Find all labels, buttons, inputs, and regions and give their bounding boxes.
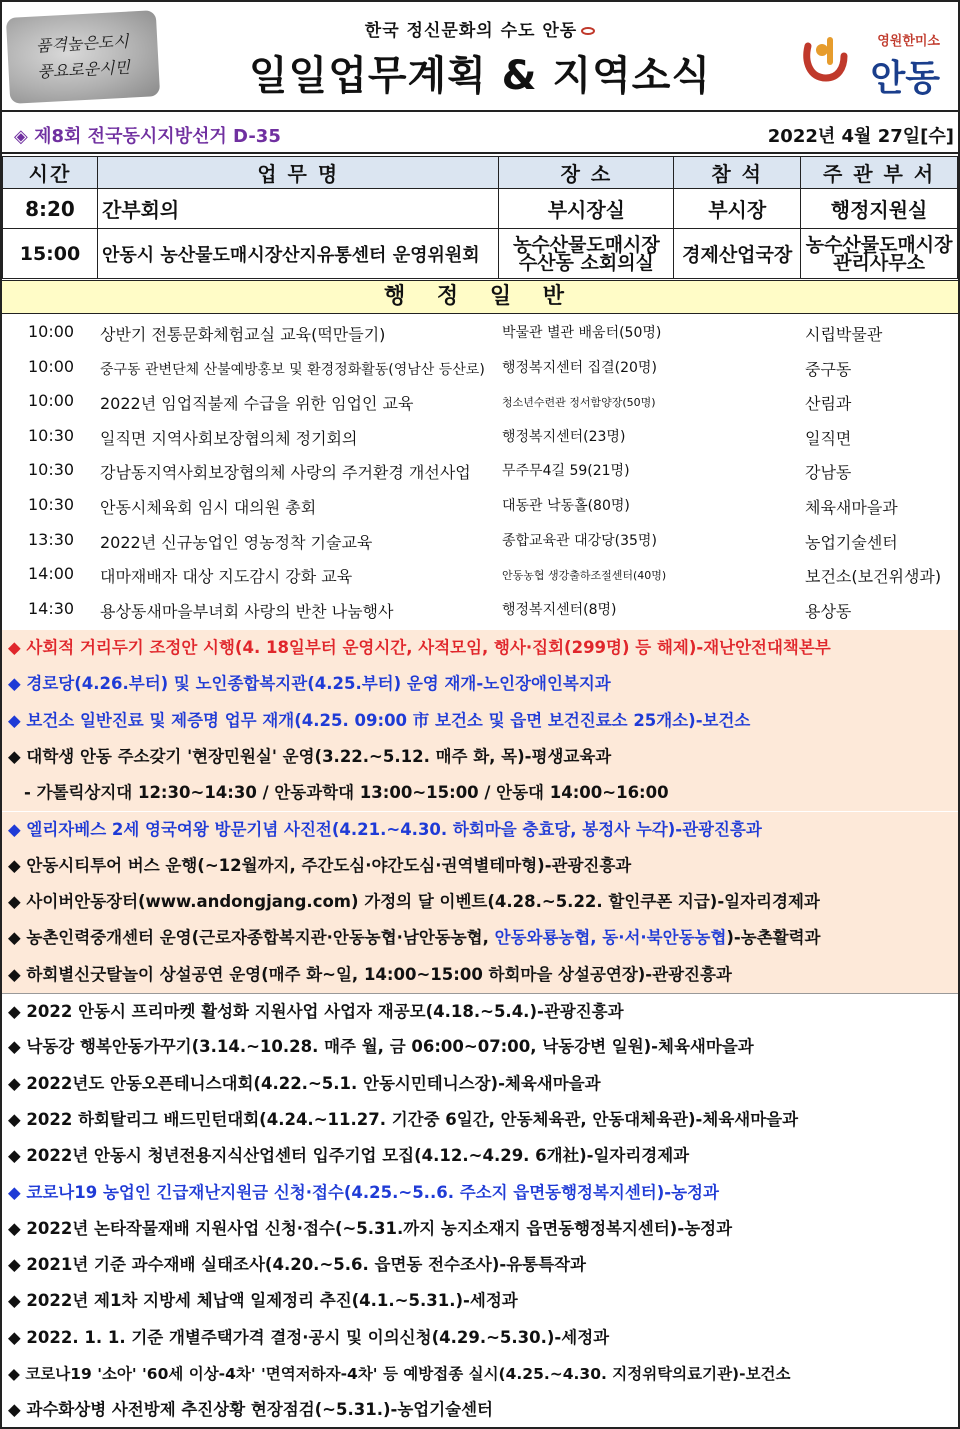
notice-item: - 가톨릭상지대 12:30~14:30 / 안동과학대 13:00~15:00 / 안동대 14:00~16:00 <box>2 775 958 811</box>
table-row <box>3 189 958 229</box>
row-place: 부시장실 <box>499 189 674 229</box>
notice-item: ◆ 안동시티투어 버스 운행(~12월까지, 주간도심·야간도심·권역별테마형)-관광진흥과 <box>2 848 958 884</box>
table-header-row <box>3 157 958 189</box>
list-item: 13:30 2022년 신규농업인 영농정착 기술교육 종합교육관 대강당(35명) 농업기술센터 <box>28 529 898 552</box>
table-row <box>3 229 958 279</box>
row-attend: 부시장 <box>674 189 801 229</box>
admin-section-title: 행 정 일 반 <box>2 280 958 314</box>
logo-slogan: 영원한미소 <box>877 34 940 49</box>
list-item: 10:30 일직면 지역사회보장협의체 정기회의 행정복지센터(23명) 일직면 <box>28 425 852 448</box>
notice-item: ◆ 2022 하회탈리그 배드민턴대회(4.24.~11.27. 기간중 6일간, 안동체육관, 안동대체육관)-체육새마을과 <box>8 1109 799 1129</box>
notice-item: ◆ 엘리자베스 2세 영국여왕 방문기념 사진전(4.21.~4.30. 하회마을 충효당, 봉정사 누각)-관광진흥과 <box>2 812 958 848</box>
row-time: 15:00 <box>3 229 98 279</box>
row-dept: 농수산물도매시장 관리사무소 <box>801 229 958 279</box>
notice-item: ◆ 2022 안동시 프리마켓 활성화 지원사업 사업자 재공모(4.18.~5.4.)-관광진흥과 <box>2 993 958 1029</box>
notice-item: ◆ 2022. 1. 1. 기준 개별주택가격 결정·공시 및 이의신청(4.29.~5.30.)-세정과 <box>8 1327 610 1347</box>
andong-logo <box>800 20 940 100</box>
notice-item: ◆ 경로당(4.26.부터) 및 노인종합복지관(4.25.부터) 운영 재개-노인장애인복지과 <box>2 666 958 702</box>
list-item: 10:30 강남동지역사회보장협의체 사랑의 주거환경 개선사업 무주무4길 59(21명) 강남동 <box>28 460 852 483</box>
col-name: 업 무 명 <box>97 157 499 189</box>
admin-list <box>2 315 958 628</box>
notice-item: ◆ 농촌인력중개센터 운영(근로자종합복지관·안동농협·남안동농협, 안동와룡농협, 동·서·북안동농협)-농촌활력과 <box>2 920 958 956</box>
notice-item: ◆ 코로나19 '소아' '60세 이상-4차' '면역저하자-4차' 등 예방접종 실시(4.25.~4.30. 지정위탁의료기관)-보건소 <box>8 1365 791 1383</box>
document-date: 2022년 4월 27일[수] <box>767 126 954 147</box>
notice-item: ◆ 과수화상병 사전방제 추진상황 현장점검(~5.31.)-농업기술센터 <box>8 1400 493 1420</box>
notice-item: ◆ 2021년 기준 과수재배 실태조사(4.20.~5.6. 읍면동 전수조사)-유통특작과 <box>8 1255 586 1275</box>
notice-item: ◆ 2022년 논타작물재배 지원사업 신청·접수(~5.31.까지 농지소재지 읍면동행정복지센터)-농정과 <box>8 1218 733 1238</box>
page-title: 일일업무계획 & 지역소식 <box>248 53 712 99</box>
header <box>2 2 958 112</box>
list-item: 10:00 상반기 전통문화체험교실 교육(떡만들기) 박물관 별관 배움터(50명) 시립박물관 <box>28 322 883 344</box>
notice-item: ◆ 코로나19 농업인 긴급재난지원금 신청·접수(4.25.~5..6. 주소지 읍면동행정복지센터)-농정과 <box>8 1182 719 1202</box>
notice-item: ◆ 하회별신굿탈놀이 상설공연 운영(매주 화~일, 14:00~15:00 하회마을 상설공연장)-관광진흥과 <box>2 957 958 993</box>
notice-item: ◆ 2022년 제1차 지방세 체납액 일제정리 추진(4.1.~5.31.)-세정과 <box>8 1291 518 1311</box>
subtitle: 한국 정신문화의 수도 안동 <box>2 16 958 41</box>
motto-line2: 풍요로운시민 <box>36 57 131 82</box>
row-name: 안동시 농산물도매시장산지유통센터 운영위원회 <box>97 229 499 279</box>
col-place: 장 소 <box>499 157 674 189</box>
schedule-table <box>2 156 958 279</box>
list-item: 10:30 안동시체육회 임시 대의원 총회 대동관 낙동홀(80명) 체육새마을과 <box>28 495 898 517</box>
list-item: 14:00 대마재배자 대상 지도감시 강화 교육 안동농협 생강출하조절센터(40명) 보건소(보건위생과) <box>28 564 942 587</box>
election-countdown: ◈ 제8회 전국동시지방선거 D-35 <box>14 126 281 147</box>
notice-item: ◆ 사회적 거리두기 조정안 시행(4. 18일부터 운영시간, 사적모임, 행사·집회(299명) 등 해제)-재난안전대책본부 <box>2 630 958 666</box>
row-name: 간부회의 <box>97 189 499 229</box>
row-dept: 행정지원실 <box>801 189 958 229</box>
notice-item: ◆ 대학생 안동 주소갖기 '현장민원실' 운영(3.22.~5.12. 매주 화, 목)-평생교육과 <box>2 739 958 775</box>
row-place: 농수산물도매시장 수산동 소회의실 <box>499 229 674 279</box>
notice-item: ◆ 사이버안동장터(www.andongjang.com) 가정의 달 이벤트(4.28.~5.22. 할인쿠폰 지급)-일자리경제과 <box>2 884 958 920</box>
smile-eye-icon <box>581 27 595 35</box>
notice-item: ◆ 2022년도 안동오픈테니스대회(4.22.~5.1. 안동시민테니스장)-체육새마을과 <box>8 1073 601 1093</box>
notice-item: ◆ 보건소 일반진료 및 제증명 업무 재개(4.25. 09:00 市 보건소 및 읍면 보건진료소 25개소)-보건소 <box>2 703 958 739</box>
notice-item: ◆ 2022년 안동시 청년전용지식산업센터 입주기업 모집(4.12.~4.29. 6개社)-일자리경제과 <box>8 1146 690 1166</box>
col-attend: 참 석 <box>674 157 801 189</box>
motto-line1: 품격높은도시 <box>35 31 130 56</box>
list-item: 14:30 용상동새마을부녀회 사랑의 반찬 나눔행사 행정복지센터(8명) 용상동 <box>28 598 852 621</box>
andong-logo-mark-icon <box>800 32 848 84</box>
notice-item: ◆ 낙동강 행복안동가꾸기(3.14.~10.28. 매주 월, 금 06:00~07:00, 낙동강변 일원)-체육새마을과 <box>8 1037 754 1057</box>
col-dept: 주 관 부 서 <box>801 157 958 189</box>
list-item: 10:00 2022년 임업직불제 수급을 위한 임업인 교육 청소년수련관 정서함양장(50명) 산림과 <box>28 391 852 414</box>
col-time: 시간 <box>3 157 98 189</box>
row-attend: 경제산업국장 <box>674 229 801 279</box>
election-bar <box>2 114 958 154</box>
logo-name: 안동 <box>870 58 940 99</box>
row-time: 8:20 <box>3 189 98 229</box>
list-item: 10:00 중구동 관변단체 산불예방홍보 및 환경정화활동(영남산 등산로) 행정복지센터 집결(20명) 중구동 <box>28 356 852 379</box>
